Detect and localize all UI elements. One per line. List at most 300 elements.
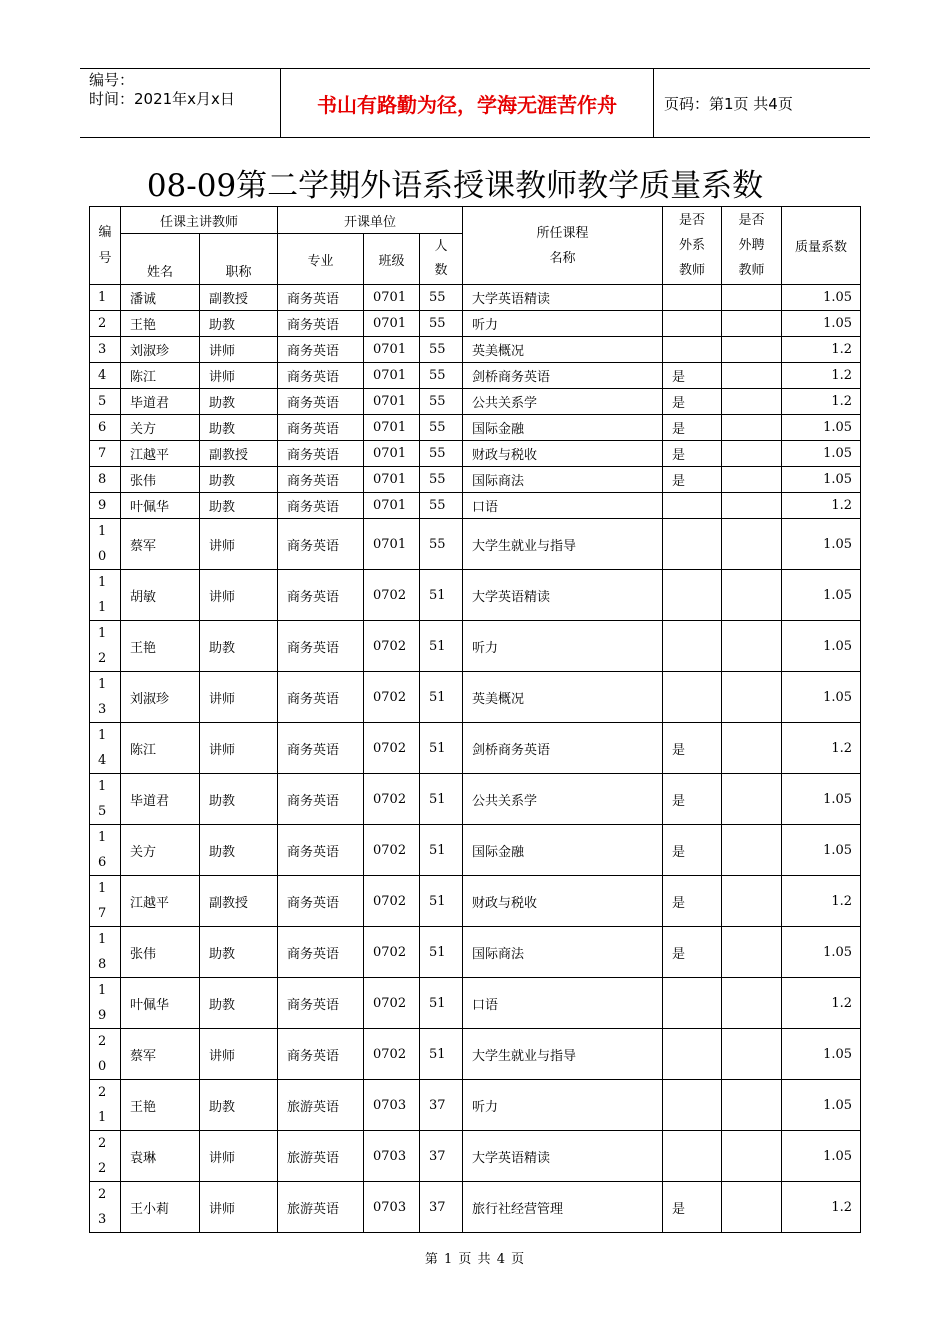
cell-rank: 助教: [200, 978, 278, 1029]
cell-external: [722, 415, 782, 441]
table-row: [90, 441, 861, 467]
cell-foreign: 是: [663, 415, 722, 441]
cell-count: 37: [420, 1131, 463, 1182]
cell-quality: 1.05: [782, 441, 861, 467]
cell-foreign: 是: [663, 389, 722, 415]
cell-quality: 1.05: [782, 1029, 861, 1080]
cell-count: 51: [420, 672, 463, 723]
cell-name: 潘诚: [121, 285, 200, 311]
cell-no: [90, 1080, 121, 1131]
cell-external: [722, 876, 782, 927]
cell-name: 江越平: [121, 876, 200, 927]
row-number: 17: [98, 881, 107, 921]
cell-name: 毕道君: [121, 389, 200, 415]
cell-name: 胡敏: [121, 570, 200, 621]
cell-course: 大学英语精读: [463, 285, 663, 311]
cell-major: 商务英语: [278, 285, 364, 311]
cell-quality: 1.05: [782, 311, 861, 337]
cell-quality: 1.2: [782, 337, 861, 363]
row-number: 12: [98, 626, 107, 666]
cell-major: 商务英语: [278, 311, 364, 337]
header-class: 班级: [364, 234, 420, 285]
cell-external: [722, 1131, 782, 1182]
cell-count: 51: [420, 723, 463, 774]
row-number: 20: [98, 1034, 107, 1074]
cell-course: 公共关系学: [463, 774, 663, 825]
cell-external: [722, 389, 782, 415]
cell-count: 55: [420, 441, 463, 467]
cell-quality: 1.05: [782, 570, 861, 621]
cell-course: 听力: [463, 621, 663, 672]
cell-class: 0701: [364, 363, 420, 389]
cell-course: 听力: [463, 311, 663, 337]
cell-foreign: [663, 1131, 722, 1182]
cell-quality: 1.05: [782, 285, 861, 311]
cell-name: 蔡军: [121, 519, 200, 570]
table-row: [90, 311, 861, 337]
cell-external: [722, 337, 782, 363]
cell-name: 陈江: [121, 363, 200, 389]
table-row: [90, 519, 861, 570]
cell-name: 袁琳: [121, 1131, 200, 1182]
cell-external: [722, 621, 782, 672]
document-header: [80, 68, 870, 138]
header-count-text: 人数: [434, 239, 448, 278]
cell-course: 英美概况: [463, 672, 663, 723]
cell-rank: 讲师: [200, 723, 278, 774]
cell-foreign: [663, 978, 722, 1029]
cell-no: [90, 337, 121, 363]
cell-external: [722, 285, 782, 311]
cell-quality: 1.05: [782, 621, 861, 672]
cell-no: [90, 1131, 121, 1182]
header-teacher-group: 任课主讲教师: [121, 207, 278, 234]
cell-count: 55: [420, 467, 463, 493]
cell-count: 51: [420, 876, 463, 927]
cell-name: 蔡军: [121, 1029, 200, 1080]
header-meta: [80, 69, 281, 137]
cell-major: 商务英语: [278, 621, 364, 672]
cell-foreign: [663, 337, 722, 363]
cell-rank: 讲师: [200, 672, 278, 723]
table-row: [90, 285, 861, 311]
table-row: [90, 825, 861, 876]
table-row: [90, 337, 861, 363]
cell-class: 0702: [364, 570, 420, 621]
cell-rank: 助教: [200, 774, 278, 825]
cell-count: 55: [420, 285, 463, 311]
row-number: 11: [98, 575, 107, 615]
row-number: 5: [98, 394, 107, 409]
cell-major: 商务英语: [278, 441, 364, 467]
cell-class: 0702: [364, 978, 420, 1029]
cell-major: 商务英语: [278, 672, 364, 723]
cell-foreign: 是: [663, 363, 722, 389]
cell-major: 商务英语: [278, 876, 364, 927]
cell-count: 55: [420, 519, 463, 570]
cell-no: [90, 311, 121, 337]
header-unit-group: 开课单位: [278, 207, 463, 234]
cell-no: [90, 285, 121, 311]
cell-name: 江越平: [121, 441, 200, 467]
cell-foreign: [663, 519, 722, 570]
row-number: 6: [98, 420, 107, 435]
cell-count: 51: [420, 621, 463, 672]
cell-class: 0701: [364, 519, 420, 570]
header-course-text: 所任课程名称: [536, 225, 589, 266]
cell-foreign: 是: [663, 441, 722, 467]
cell-class: 0703: [364, 1182, 420, 1233]
cell-external: [722, 1029, 782, 1080]
row-number: 9: [98, 498, 107, 513]
row-number: 16: [98, 830, 107, 870]
cell-quality: 1.2: [782, 363, 861, 389]
cell-foreign: [663, 1080, 722, 1131]
cell-name: 王小莉: [121, 1182, 200, 1233]
cell-external: [722, 519, 782, 570]
cell-foreign: [663, 493, 722, 519]
table-row: [90, 493, 861, 519]
cell-course: 英美概况: [463, 337, 663, 363]
cell-major: 商务英语: [278, 723, 364, 774]
cell-rank: 助教: [200, 493, 278, 519]
cell-name: 王艳: [121, 311, 200, 337]
cell-course: 口语: [463, 978, 663, 1029]
table-row: [90, 415, 861, 441]
cell-foreign: [663, 570, 722, 621]
header-external: [722, 207, 782, 285]
cell-class: 0701: [364, 337, 420, 363]
cell-no: [90, 1182, 121, 1233]
cell-rank: 讲师: [200, 570, 278, 621]
cell-no: [90, 723, 121, 774]
cell-count: 51: [420, 774, 463, 825]
header-foreign-dept: [663, 207, 722, 285]
table-row: [90, 927, 861, 978]
cell-class: 0702: [364, 825, 420, 876]
row-number: 8: [98, 472, 107, 487]
cell-class: 0702: [364, 876, 420, 927]
cell-course: 国际商法: [463, 467, 663, 493]
cell-class: 0702: [364, 774, 420, 825]
code-label: 编号：: [89, 71, 135, 89]
cell-name: 叶佩华: [121, 493, 200, 519]
cell-external: [722, 311, 782, 337]
cell-rank: 助教: [200, 621, 278, 672]
cell-foreign: 是: [663, 774, 722, 825]
cell-external: [722, 825, 782, 876]
cell-rank: 副教授: [200, 876, 278, 927]
cell-no: [90, 825, 121, 876]
cell-major: 商务英语: [278, 415, 364, 441]
cell-major: 旅游英语: [278, 1080, 364, 1131]
cell-no: [90, 978, 121, 1029]
cell-course: 剑桥商务英语: [463, 723, 663, 774]
cell-external: [722, 467, 782, 493]
cell-course: 大学生就业与指导: [463, 519, 663, 570]
cell-name: 毕道君: [121, 774, 200, 825]
cell-no: [90, 467, 121, 493]
cell-rank: 助教: [200, 927, 278, 978]
cell-name: 张伟: [121, 467, 200, 493]
table-row: [90, 621, 861, 672]
cell-foreign: 是: [663, 876, 722, 927]
cell-name: 叶佩华: [121, 978, 200, 1029]
cell-rank: 讲师: [200, 363, 278, 389]
cell-name: 陈江: [121, 723, 200, 774]
cell-no: [90, 1029, 121, 1080]
row-number: 4: [98, 368, 107, 383]
row-number: 13: [98, 677, 107, 717]
cell-count: 51: [420, 825, 463, 876]
cell-quality: 1.2: [782, 978, 861, 1029]
table-row: [90, 1029, 861, 1080]
cell-rank: 助教: [200, 1080, 278, 1131]
cell-class: 0701: [364, 285, 420, 311]
cell-rank: 讲师: [200, 1131, 278, 1182]
row-number: 3: [98, 342, 107, 357]
cell-quality: 1.05: [782, 1080, 861, 1131]
cell-quality: 1.05: [782, 519, 861, 570]
cell-class: 0702: [364, 1029, 420, 1080]
cell-course: 大学英语精读: [463, 1131, 663, 1182]
table-row: [90, 774, 861, 825]
cell-course: 口语: [463, 493, 663, 519]
table-row: [90, 978, 861, 1029]
cell-major: 商务英语: [278, 978, 364, 1029]
cell-name: 王艳: [121, 1080, 200, 1131]
table-row: [90, 1182, 861, 1233]
cell-quality: 1.05: [782, 672, 861, 723]
cell-class: 0701: [364, 415, 420, 441]
cell-external: [722, 493, 782, 519]
cell-no: [90, 519, 121, 570]
header-external-text: 是否外聘教师: [738, 213, 765, 278]
cell-major: 商务英语: [278, 570, 364, 621]
cell-major: 商务英语: [278, 389, 364, 415]
cell-course: 国际商法: [463, 927, 663, 978]
page-title: 08-09第二学期外语系授课教师教学质量系数: [146, 168, 764, 204]
cell-count: 55: [420, 493, 463, 519]
cell-quality: 1.2: [782, 1182, 861, 1233]
cell-foreign: 是: [663, 1182, 722, 1233]
cell-course: 财政与税收: [463, 441, 663, 467]
cell-no: [90, 672, 121, 723]
header-course: [463, 207, 663, 285]
row-number: 2: [98, 316, 107, 331]
cell-major: 商务英语: [278, 493, 364, 519]
cell-foreign: 是: [663, 467, 722, 493]
cell-rank: 助教: [200, 467, 278, 493]
cell-major: 商务英语: [278, 467, 364, 493]
header-count: [420, 234, 463, 285]
cell-rank: 助教: [200, 311, 278, 337]
cell-rank: 副教授: [200, 441, 278, 467]
header-quality: 质量系数: [782, 207, 861, 285]
header-major: 专业: [278, 234, 364, 285]
cell-quality: 1.05: [782, 927, 861, 978]
cell-external: [722, 363, 782, 389]
cell-name: 刘淑珍: [121, 337, 200, 363]
cell-count: 51: [420, 927, 463, 978]
cell-foreign: [663, 311, 722, 337]
quality-table: [89, 206, 861, 1233]
cell-quality: 1.05: [782, 1131, 861, 1182]
cell-quality: 1.2: [782, 723, 861, 774]
cell-name: 王艳: [121, 621, 200, 672]
cell-no: [90, 927, 121, 978]
cell-quality: 1.05: [782, 825, 861, 876]
cell-rank: 讲师: [200, 1182, 278, 1233]
row-number: 21: [98, 1085, 107, 1125]
cell-class: 0701: [364, 467, 420, 493]
cell-count: 55: [420, 363, 463, 389]
table-row: [90, 389, 861, 415]
page-footer: 第 1 页 共 4 页: [424, 1252, 526, 1267]
cell-course: 大学英语精读: [463, 570, 663, 621]
date-label: 时间：2021年x月x日: [89, 90, 235, 108]
cell-course: 国际金融: [463, 825, 663, 876]
cell-name: 关方: [121, 825, 200, 876]
cell-count: 37: [420, 1182, 463, 1233]
cell-class: 0702: [364, 927, 420, 978]
table-row: [90, 570, 861, 621]
cell-count: 55: [420, 415, 463, 441]
cell-no: [90, 389, 121, 415]
cell-major: 旅游英语: [278, 1182, 364, 1233]
cell-major: 商务英语: [278, 825, 364, 876]
page-info: 页码：第1页 共4页: [664, 94, 793, 113]
row-number: 7: [98, 446, 107, 461]
cell-course: 听力: [463, 1080, 663, 1131]
cell-major: 商务英语: [278, 363, 364, 389]
header-rank: 职称: [200, 234, 278, 285]
cell-course: 财政与税收: [463, 876, 663, 927]
header-no: [90, 207, 121, 285]
cell-no: [90, 493, 121, 519]
cell-class: 0701: [364, 311, 420, 337]
cell-count: 51: [420, 978, 463, 1029]
cell-major: 商务英语: [278, 927, 364, 978]
cell-external: [722, 978, 782, 1029]
cell-no: [90, 570, 121, 621]
cell-foreign: 是: [663, 825, 722, 876]
cell-no: [90, 876, 121, 927]
cell-no: [90, 363, 121, 389]
cell-external: [722, 1080, 782, 1131]
cell-class: 0701: [364, 389, 420, 415]
cell-foreign: [663, 672, 722, 723]
table-row: [90, 876, 861, 927]
cell-rank: 讲师: [200, 519, 278, 570]
header-no-text: 编号: [98, 224, 112, 266]
cell-class: 0701: [364, 441, 420, 467]
header-foreign-dept-text: 是否外系教师: [679, 213, 706, 278]
cell-foreign: [663, 621, 722, 672]
header-name: 姓名: [121, 234, 200, 285]
cell-quality: 1.05: [782, 415, 861, 441]
cell-count: 51: [420, 1029, 463, 1080]
cell-major: 旅游英语: [278, 1131, 364, 1182]
cell-external: [722, 1182, 782, 1233]
cell-count: 55: [420, 337, 463, 363]
cell-quality: 1.2: [782, 389, 861, 415]
cell-no: [90, 774, 121, 825]
cell-count: 37: [420, 1080, 463, 1131]
cell-no: [90, 441, 121, 467]
cell-quality: 1.2: [782, 493, 861, 519]
cell-quality: 1.2: [782, 876, 861, 927]
cell-rank: 助教: [200, 415, 278, 441]
cell-foreign: [663, 1029, 722, 1080]
cell-course: 公共关系学: [463, 389, 663, 415]
cell-rank: 副教授: [200, 285, 278, 311]
cell-external: [722, 723, 782, 774]
cell-foreign: [663, 285, 722, 311]
cell-class: 0703: [364, 1131, 420, 1182]
table-row: [90, 723, 861, 774]
table-row: [90, 467, 861, 493]
cell-major: 商务英语: [278, 519, 364, 570]
cell-quality: 1.05: [782, 774, 861, 825]
cell-no: [90, 415, 121, 441]
cell-count: 55: [420, 311, 463, 337]
row-number: 22: [98, 1136, 107, 1176]
cell-name: 关方: [121, 415, 200, 441]
cell-rank: 助教: [200, 389, 278, 415]
row-number: 18: [98, 932, 107, 972]
row-number: 10: [98, 524, 107, 564]
cell-major: 商务英语: [278, 1029, 364, 1080]
cell-external: [722, 441, 782, 467]
cell-foreign: 是: [663, 723, 722, 774]
cell-name: 刘淑珍: [121, 672, 200, 723]
cell-rank: 讲师: [200, 1029, 278, 1080]
cell-class: 0703: [364, 1080, 420, 1131]
cell-count: 51: [420, 570, 463, 621]
cell-major: 商务英语: [278, 774, 364, 825]
row-number: 1: [98, 290, 107, 305]
table-row: [90, 363, 861, 389]
cell-quality: 1.05: [782, 467, 861, 493]
table-row: [90, 672, 861, 723]
cell-rank: 讲师: [200, 337, 278, 363]
cell-class: 0702: [364, 723, 420, 774]
cell-course: 剑桥商务英语: [463, 363, 663, 389]
cell-class: 0701: [364, 493, 420, 519]
cell-class: 0702: [364, 672, 420, 723]
cell-major: 商务英语: [278, 337, 364, 363]
cell-name: 张伟: [121, 927, 200, 978]
cell-course: 旅行社经营管理: [463, 1182, 663, 1233]
row-number: 23: [98, 1187, 107, 1227]
motto: 书山有路勤为径，学海无涯苦作舟: [281, 69, 654, 137]
row-number: 15: [98, 779, 107, 819]
cell-external: [722, 774, 782, 825]
cell-external: [722, 672, 782, 723]
table-row: [90, 1131, 861, 1182]
cell-external: [722, 927, 782, 978]
row-number: 19: [98, 983, 107, 1023]
cell-external: [722, 570, 782, 621]
table-row: [90, 1080, 861, 1131]
cell-no: [90, 621, 121, 672]
cell-course: 大学生就业与指导: [463, 1029, 663, 1080]
cell-class: 0702: [364, 621, 420, 672]
cell-foreign: 是: [663, 927, 722, 978]
row-number: 14: [98, 728, 107, 768]
cell-course: 国际金融: [463, 415, 663, 441]
